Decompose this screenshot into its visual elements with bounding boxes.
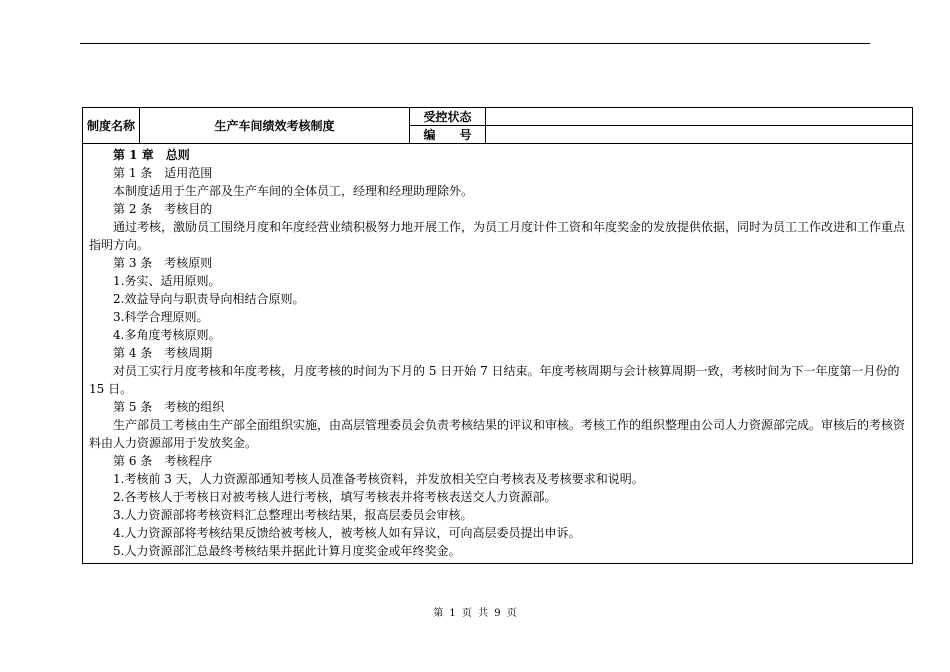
paragraph: 4.多角度考核原则。: [113, 328, 221, 342]
paragraph: 第 5 条 考核的组织: [113, 400, 225, 414]
document-title: 生产车间绩效考核制度: [140, 108, 410, 144]
paragraph: 3.人力资源部将考核资料汇总整理出考核结果，报高层委员会审核。: [113, 508, 473, 522]
paragraph: 对员工实行月度考核和年度考核，月度考核的时间为下月的 5 日开始 7 日结束。年度考核周期与会计核算周期一致，考核时间为下一年度第一月份的 15 日。: [89, 364, 900, 396]
paragraph: 1.务实、适用原则。: [113, 274, 221, 288]
paragraph: 第 2 条 考核目的: [113, 202, 213, 216]
paragraph: 第 3 条 考核原则: [113, 256, 213, 270]
document-box: [82, 107, 913, 564]
document-body: [83, 144, 912, 563]
paragraph: 4.人力资源部将考核结果反馈给被考核人，被考核人如有异议，可向高层委员提出申诉。: [113, 526, 581, 540]
control-status-label: 受控状态: [410, 108, 486, 126]
paragraph: 2.效益导向与职责导向相结合原则。: [113, 292, 305, 306]
number-value: [486, 126, 913, 144]
control-status-value: [486, 108, 913, 126]
paragraph: 2.各考核人于考核日对被考核人进行考核，填写考核表并将考核表送交人力资源部。: [113, 490, 557, 504]
chapter-heading: 第 1 章 总则: [113, 148, 190, 162]
paragraph: 1.考核前 3 天，人力资源部通知考核人员准备考核资料，并发放相关空白考核表及考核要求和说明。: [113, 472, 644, 486]
paragraph: 通过考核，激励员工围绕月度和年度经营业绩积极努力地开展工作，为员工月度计件工资和年度奖金的发放提供依据，同时为员工工作改进和工作重点指明方向。: [89, 220, 906, 252]
paragraph: 生产部员工考核由生产部全面组织实施，由高层管理委员会负责考核结果的评议和审核。考核工作的组织整理由公司人力资源部完成。审核后的考核资料由人力资源部用于发放奖金。: [89, 418, 906, 450]
header-rule: [80, 43, 870, 44]
paragraph: 第 1 条 适用范围: [113, 166, 213, 180]
paragraph: 5.人力资源部汇总最终考核结果并据此计算月度奖金或年终奖金。: [113, 544, 461, 558]
paragraph: 第 4 条 考核周期: [113, 346, 213, 360]
paragraph: 本制度适用于生产部及生产车间的全体员工，经理和经理助理除外。: [113, 184, 474, 198]
paragraph: 3.科学合理原则。: [113, 310, 209, 324]
document-header-table: [83, 108, 912, 144]
number-label: 编 号: [410, 126, 486, 144]
page-number: 第 1 页 共 9 页: [433, 608, 517, 619]
paragraph: 第 6 条 考核程序: [113, 454, 213, 468]
system-name-label: 制度名称: [83, 108, 140, 144]
